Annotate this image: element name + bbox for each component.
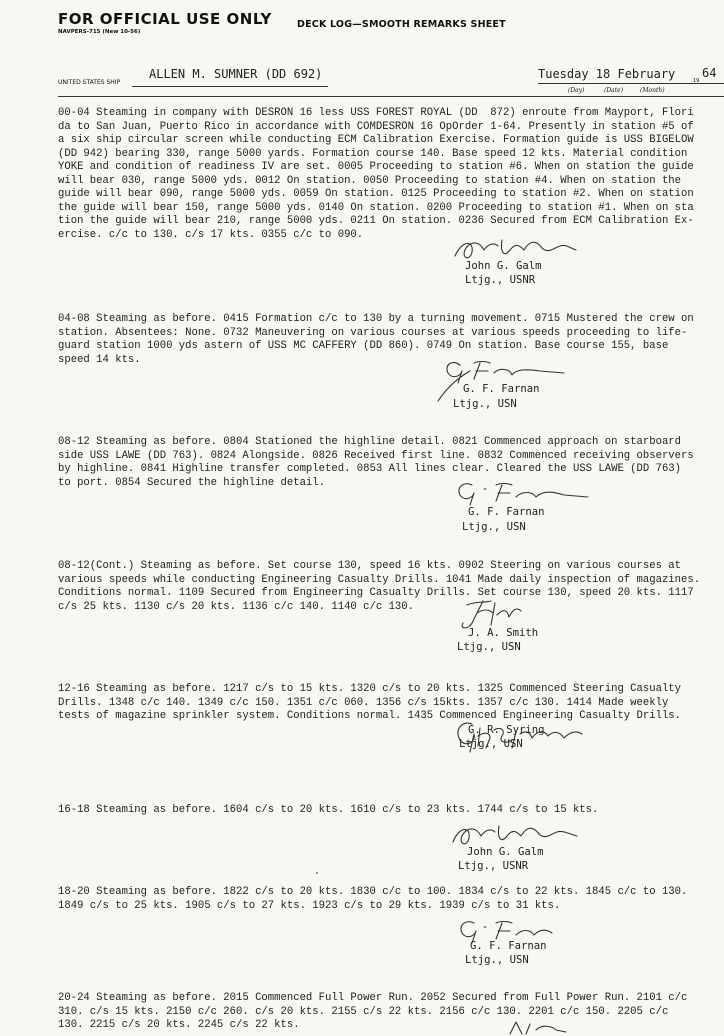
signature-rank: Ltjg., USN	[457, 641, 521, 653]
log-entry-04-08: 04-08 Steaming as before. 0415 Formation c/c to 130 by a turning movement. 0715 Mustered the crew on station. Absentees: None. 0732 Maneuvering on various courses at various speeds proceeding to life- guard station 1000 yds astern of USS MC CAFFERY (DD 860). 0749 On station. Base course 155, base speed 14 kts.	[58, 313, 694, 366]
log-entry-16-18: 16-18 Steaming as before. 1604 c/s to 20 kts. 1610 c/s to 23 kts. 1744 c/s to 15 kts.	[58, 804, 599, 816]
form-number: NAVPERS-715 (New 10-56)	[58, 29, 141, 35]
year-text: 64	[702, 66, 717, 80]
signature-name: G. F. Farnan	[470, 940, 547, 952]
scan-speck	[316, 872, 318, 874]
sheet-title: DECK LOG—SMOOTH REMARKS SHEET	[297, 19, 506, 30]
ship-label: UNITED STATES SHIP	[58, 79, 121, 86]
signature-name: J. A. Smith	[468, 627, 539, 639]
ship-name-line	[132, 86, 328, 87]
header-rule	[58, 96, 724, 97]
header-official-use: FOR OFFICIAL USE ONLY	[58, 10, 272, 28]
date-text: Tuesday 18 February	[538, 67, 676, 81]
log-entry-18-20: 18-20 Steaming as before. 1822 c/s to 20 kts. 1830 c/c to 100. 1834 c/s to 22 kts. 1845 c/c to 130. 1849 c/s to 25 kts. 1905 c/s to 27 kts. 1923 c/s to 29 kts. 1939 c/s to 31 kts.	[58, 886, 688, 912]
signature-name: John G. Galm	[467, 846, 544, 858]
log-entry-08-12: 08-12 Steaming as before. 0804 Stationed the highline detail. 0821 Commenced approach on starboard side USS LAWE (DD 763). 0824 Alongside. 0826 Received first line. 0832 Commenced receiving observers by highline. 0841 Highline transfer completed. 0853 All lines clear. Cleared the USS LAWE (DD 763) to port. 0854 Secured the highline detail.	[58, 436, 694, 489]
ship-name: ALLEN M. SUMNER (DD 692)	[149, 67, 323, 81]
signature-name: G. F. Farnan	[463, 383, 540, 395]
signature-rank: Ltjg., USN	[465, 954, 529, 966]
signature-rank: Ltjg., USN	[453, 398, 517, 410]
month-label: (Month)	[640, 87, 665, 94]
log-entry-12-16: 12-16 Steaming as before. 1217 c/s to 15 kts. 1320 c/s to 20 kts. 1325 Commenced Steering Casualty Drills. 1348 c/c 140. 1349 c/c 150. 1351 c/c 060. 1356 c/s 15kts. 1357 c/c 130. 1414 Made weekly tests of magazine sprinkler system. Conditions normal. 1435 Commenced Engineering Casualty Drills.	[58, 683, 682, 722]
log-entry-20-24: 20-24 Steaming as before. 2015 Commenced Full Power Run. 2052 Secured from Full Power Run. 2101 c/c 310. c/s 15 kts. 2150 c/c 260. c/s 20 kts. 2155 c/s 22 kts. 2156 c/c 130. 2201 c/c 150. 2205 c/c 130. 2215 c/s 20 kts. 2245 c/s 22 kts.	[58, 992, 688, 1031]
date-label: (Date)	[604, 87, 624, 94]
day-label: (Day)	[568, 87, 585, 94]
log-entry-08-12-cont: 08-12(Cont.) Steaming as before. Set course 130, speed 16 kts. 0902 Steering on various courses at various speeds while conducting Engineering Casualty Drills. 1041 Made daily inspection of magazines. Conditions normal. 1109 Secured from Engineering Casualty Drills. Set course 130, speed 20 kts. 1117 c/s 25 kts. 1130 c/s 20 kts. 1136 c/c 140. 1140 c/c 130.	[58, 560, 701, 613]
year-prefix: 19	[693, 78, 700, 84]
signature-name: G. R. Syring	[468, 724, 545, 736]
signature-name: John G. Galm	[465, 260, 542, 272]
signature-name: G. F. Farnan	[468, 506, 545, 518]
signature-rank: Ltjg., USN	[462, 521, 526, 533]
signature-rank: Ltjg., USNR	[465, 274, 536, 286]
signature-rank: Ltjg., USN	[459, 738, 523, 750]
log-entry-00-04: 00-04 Steaming in company with DESRON 16 less USS FOREST ROYAL (DD 872) enroute from Mayport, Flori da to San Juan, Puerto Rico in accordance with COMDESRON 16 OpOrder 1-64. Presently in station #5 of a six ship circular screen while conducting ECM Calibration Exercise. Formation guide is USS BIGELOW (DD 942) bearing 330, range 5000 yards. Formation course 140. Base speed 12 kts. Material condition YOKE and condition of readiness IV are set. 0005 Proceeding to station #6. When on station the guide will bear 030, range 5000 yds. 0012 On station. 0050 Proceeding to station #4. When on station the guide will bear 090, range 5000 yds. 0059 On station. 0125 Proceeding to station #2. When on station the guide will bear 150, range 5000 yds. 0140 On station. 0200 Proceeding to station #1. When on sta tion the guide will bear 210, range 5000 yds. 0211 On station. 0236 Secured from ECM Calibration Ex- ercise. c/c to 130. c/s 17 kts. 0355 c/c to 090.	[58, 107, 694, 241]
signature-rank: Ltjg., USNR	[458, 860, 529, 872]
signature-scrawl-partial	[500, 1020, 570, 1036]
